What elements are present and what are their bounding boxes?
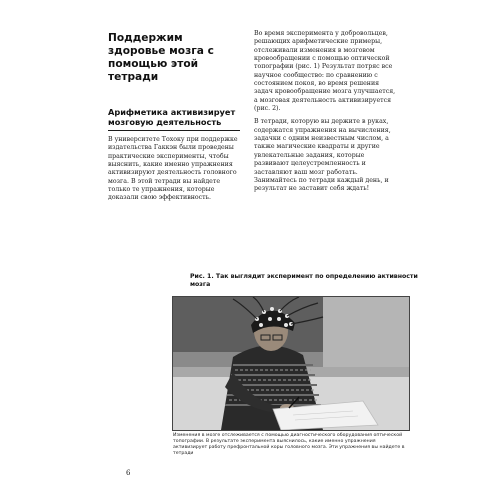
- section-subheading: Арифметика активизирует мозговую деятельность: [108, 107, 236, 127]
- right-column: [254, 30, 399, 199]
- left-paragraph: В университете Тохоку при поддержке издательства Гаккэн были проведены практические эксперименты, чтобы выяснить, какие именно упражнения активизируют деятельность головного мозга. В этой тетради вы найдете только те упражнения, которые доказали свою эффективность.: [108, 136, 238, 202]
- left-column: [108, 32, 240, 203]
- experiment-photo-illustration: [173, 297, 409, 430]
- figure-note: Изменения в мозге отслеживается с помощью диагностического оборудования оптической топографии. В результате эксперимента выяснилось, какие именно упражнения активизирует работу префронтальной коры головного мозга. Эти упражнения вы найдете в тетради: [173, 433, 405, 457]
- subheading-rule: [108, 130, 240, 131]
- right-paragraph-1: Во время эксперимента у добровольцев, решающих арифметические примеры, отслеживали изменения в мозговом кровообращении с помощью оптической топографии (рис. 1) Результат потряс все научное сообщество: по сравнению с состоянием покоя, во время решения задач кровообращение мозга улучшается, а мозговая деятельность активизируется (рис. 2).: [254, 30, 396, 113]
- page-number: 6: [126, 469, 131, 477]
- right-paragraph-2: В тетради, которую вы держите в руках, содержатся упражнения на вычисления, задачки с одним неизвестным числом, а также магические квадраты и другие увлекательные задания, которые развивают целеустремленность и заставляют ваш мозг работать. Занимайтесь по тетради каждый день, и результат не заставит себя ждать!: [254, 118, 391, 193]
- figure-caption-title: Рис. 1. Так выглядит эксперимент по определению активности мозга: [190, 273, 418, 288]
- experiment-photo: [172, 296, 410, 431]
- page-title: Поддержим здоровье мозга с помощью этой тетради: [108, 32, 214, 83]
